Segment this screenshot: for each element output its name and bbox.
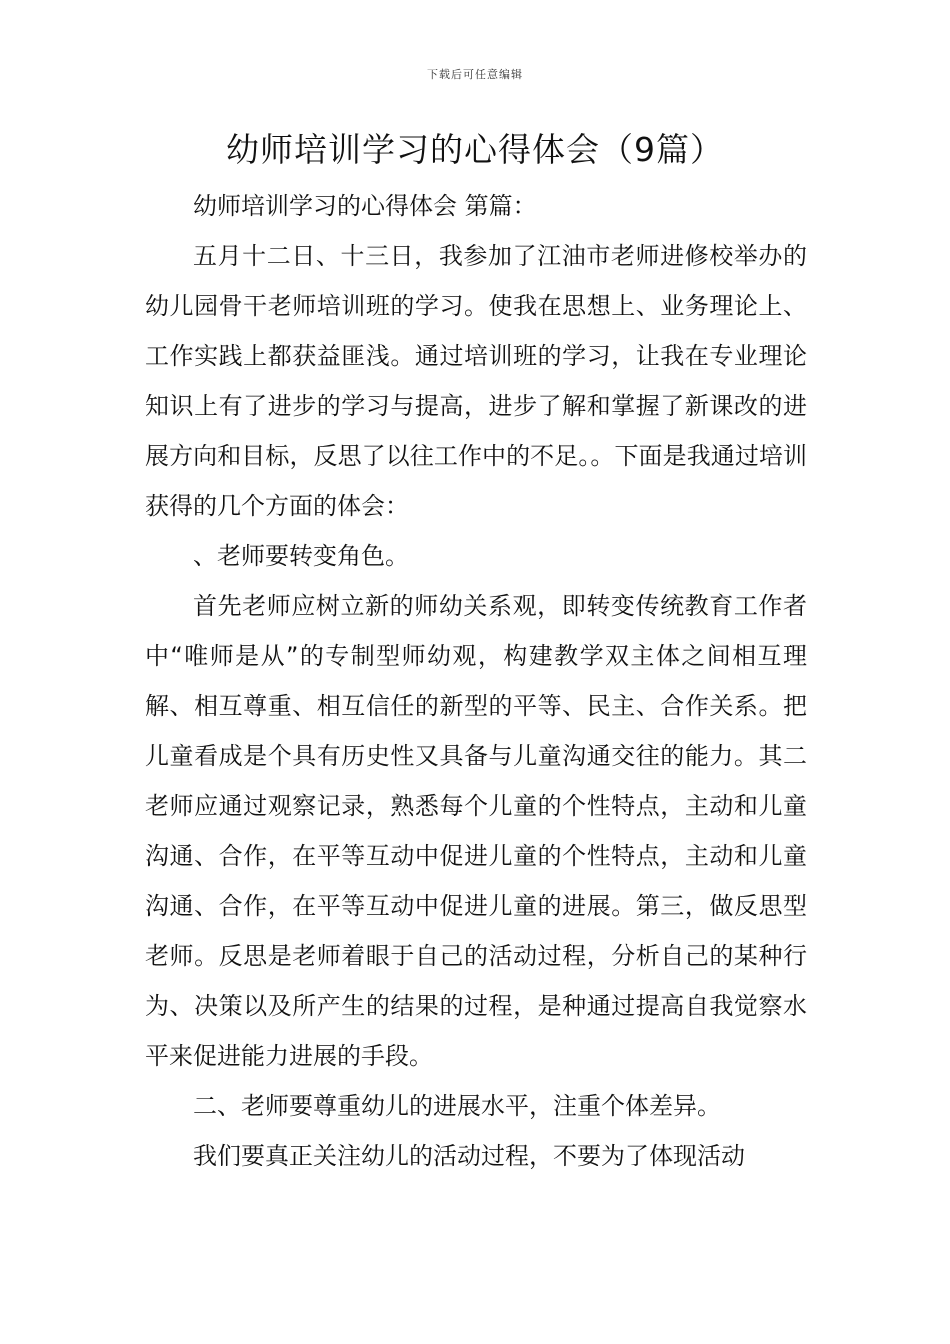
paragraph: 首先老师应树立新的师幼关系观，即转变传统教育工作者中“唯师是从”的专制型师幼观，构建教学双主体之间相互理解、相互尊重、相互信任的新型的平等、民主、合作关系。把儿童看成是个具有历史性又具备与儿童沟通交往的能力。其二老师应通过观察记录，熟悉每个儿童的个性特点，主动和儿童沟通、合作，在平等互动中促进儿童的个性特点，主动和儿童沟通、合作，在平等互动中促进儿童的进展。第三，做反思型老师。反思是老师着眼于自己的活动过程，分析自己的某种行为、决策以及所产生的结果的过程，是种通过提高自我觉察水平来促进能力进展的手段。 — [145, 592, 807, 1070]
paragraph: 我们要真正关注幼儿的活动过程，不要为了体现活动 — [193, 1142, 745, 1170]
section-heading: 二、老师要尊重幼儿的进展水平，注重个体差异。 — [193, 1092, 721, 1120]
paragraph: 五月十二日、十三日，我参加了江油市老师进修校举办的幼儿园骨干老师培训班的学习。使我在思想上、业务理论上、工作实践上都获益匪浅。通过培训班的学习，让我在专业理论知识上有了进步的学习与提高，进步了解和掌握了新课改的进展方向和目标，反思了以往工作中的不足。。下面是我通过培训获得的几个方面的体会： — [145, 242, 807, 520]
header-note: 下载后可任意编辑 — [427, 68, 523, 81]
section-heading: 、老师要转变角色。 — [193, 542, 409, 570]
section-heading: 幼师培训学习的心得体会 第篇： — [193, 192, 537, 220]
document-title: 幼师培训学习的心得体会（9篇） — [226, 130, 724, 169]
document-body — [145, 181, 807, 1181]
